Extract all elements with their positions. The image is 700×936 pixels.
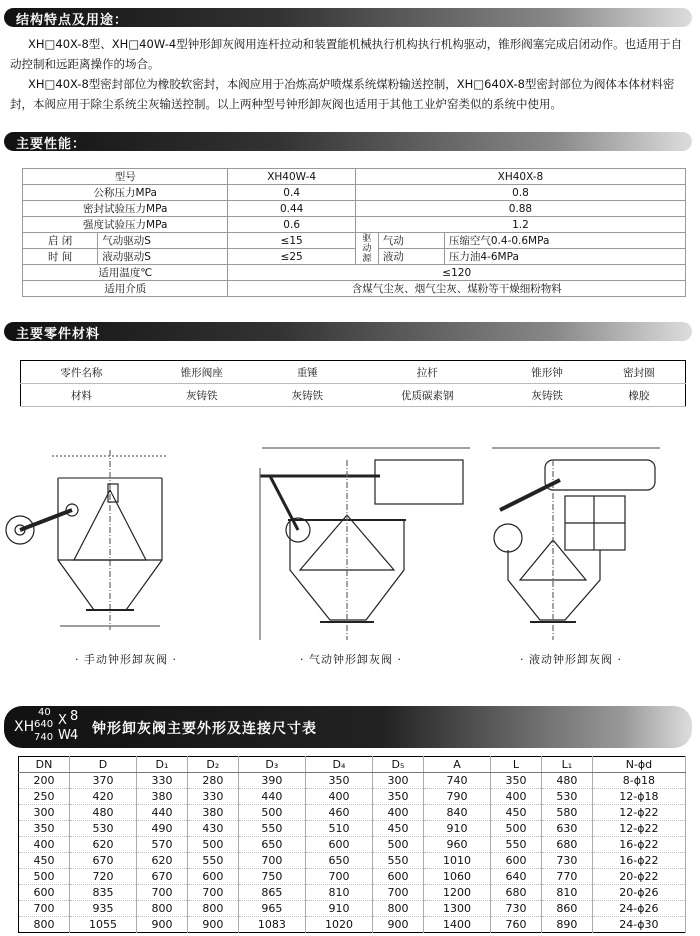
dims-title: 钟形卸灰阀主要外形及连接尺寸表: [92, 721, 317, 737]
dims-cell: 330: [187, 789, 238, 805]
dims-cell: 350: [19, 821, 70, 837]
dims-cell: 700: [373, 885, 424, 901]
hyd-time: ≤25: [228, 249, 355, 265]
dims-cell: 730: [541, 853, 592, 869]
dims-cell: 550: [491, 837, 542, 853]
parts-value-cell: 灰铸铁: [142, 384, 262, 407]
dims-cell: 790: [423, 789, 490, 805]
drive-source-label: 驱动源: [355, 233, 378, 265]
dims-cell: 965: [238, 901, 305, 917]
parts-header-cell: 锥形钟: [502, 361, 593, 384]
perf-a: 0.44: [228, 201, 355, 217]
dims-cell: 420: [69, 789, 136, 805]
temp-value: ≤120: [228, 265, 686, 281]
medium-label: 适用介质: [23, 281, 228, 297]
parts-header-cell: 拉杆: [353, 361, 502, 384]
table-row: [19, 821, 686, 837]
table-row: [19, 773, 686, 789]
dims-cell: 440: [238, 789, 305, 805]
perf-b: 0.88: [355, 201, 685, 217]
dims-cell: 800: [373, 901, 424, 917]
table-row: [19, 853, 686, 869]
dims-cell: 16-ϕ22: [592, 853, 685, 869]
dims-cell: 600: [305, 837, 372, 853]
dims-cell: 580: [541, 805, 592, 821]
dims-cell: 330: [137, 773, 188, 789]
perf-a: 0.6: [228, 217, 355, 233]
dims-cell: 1055: [69, 917, 136, 933]
dims-cell: 1400: [423, 917, 490, 933]
open-close-label: 时 间: [23, 249, 98, 265]
dims-cell: 8-ϕ18: [592, 773, 685, 789]
dims-header-cell: D₂: [187, 757, 238, 773]
dims-cell: 1083: [238, 917, 305, 933]
dims-cell: 800: [19, 917, 70, 933]
caption-manual: · 手动钟形卸灰阀 ·: [75, 653, 177, 666]
dims-cell: 720: [69, 869, 136, 885]
dims-cell: 200: [19, 773, 70, 789]
dims-cell: 670: [137, 869, 188, 885]
dims-cell: 500: [238, 805, 305, 821]
dims-cell: 935: [69, 901, 136, 917]
dims-cell: 680: [541, 837, 592, 853]
dims-cell: 390: [238, 773, 305, 789]
dims-cell: 20-ϕ22: [592, 869, 685, 885]
valve-drawings: [0, 420, 700, 650]
model-label: 型号: [23, 169, 228, 185]
dims-cell: 700: [305, 869, 372, 885]
dims-cell: 770: [541, 869, 592, 885]
dims-cell: 700: [238, 853, 305, 869]
pneu-drive-label: 气动驱动S: [98, 233, 228, 249]
dims-cell: 500: [491, 821, 542, 837]
section-title: 主要性能：: [16, 137, 87, 152]
dims-cell: 1300: [423, 901, 490, 917]
section-bar-parts: [4, 322, 692, 341]
table-row: [19, 837, 686, 853]
dims-cell: 740: [423, 773, 490, 789]
dims-cell: 510: [305, 821, 372, 837]
caption-pneumatic: · 气动钟形卸灰阀 ·: [300, 653, 402, 666]
dims-cell: 890: [541, 917, 592, 933]
medium-value: 含煤气尘灰、烟气尘灰、煤粉等干燥细粉物料: [228, 281, 686, 297]
dims-title-bar: [4, 706, 692, 748]
open-close-label: 启 闭: [23, 233, 98, 249]
dims-cell: 490: [137, 821, 188, 837]
dims-cell: 865: [238, 885, 305, 901]
dims-cell: 910: [305, 901, 372, 917]
features-paragraph: XH□40X-8型密封部位为橡胶软密封，本阀应用于冶炼高炉喷煤系统煤粉输送控制，XH□640X-8型密封部位为阀体本体材料密封，本阀应用于除尘系统尘灰输送控制。以上两种型号钟形卸灰阀也适用于其他工业炉窑类似的系统中使用。: [10, 77, 675, 111]
dims-cell: 630: [541, 821, 592, 837]
manual-valve-drawing: [6, 450, 168, 630]
dims-cell: 16-ϕ22: [592, 837, 685, 853]
dims-cell: 600: [19, 885, 70, 901]
hydraulic-valve-drawing: [492, 448, 660, 640]
dims-header-cell: D₃: [238, 757, 305, 773]
dims-cell: 380: [187, 805, 238, 821]
dims-cell: 700: [137, 885, 188, 901]
parts-header-cell: 零件名称: [21, 361, 142, 384]
section-title: 结构特点及用途：: [16, 13, 129, 28]
dims-cell: 1020: [305, 917, 372, 933]
dims-cell: 620: [69, 837, 136, 853]
dims-header-cell: D₅: [373, 757, 424, 773]
dims-header-cell: D₁: [137, 757, 188, 773]
model-640: 640: [34, 719, 54, 730]
dims-cell: 300: [373, 773, 424, 789]
dims-cell: 20-ϕ26: [592, 885, 685, 901]
dims-header-cell: A: [423, 757, 490, 773]
dims-cell: 24-ϕ30: [592, 917, 685, 933]
model-w: W: [58, 728, 71, 743]
dims-cell: 680: [491, 885, 542, 901]
dims-cell: 1200: [423, 885, 490, 901]
dims-cell: 500: [373, 837, 424, 853]
pneu-time: ≤15: [228, 233, 355, 249]
model-b: XH40X-8: [355, 169, 685, 185]
dims-cell: 900: [137, 917, 188, 933]
dims-cell: 440: [137, 805, 188, 821]
dims-cell: 670: [69, 853, 136, 869]
model-a: XH40W-4: [228, 169, 355, 185]
dims-cell: 1060: [423, 869, 490, 885]
dims-header-row: [19, 757, 686, 773]
dims-cell: 600: [491, 853, 542, 869]
hyd-label: 液动: [378, 249, 444, 265]
parts-value-cell: 材料: [21, 384, 142, 407]
dims-cell: 900: [373, 917, 424, 933]
hyd-source: 压力油4-6MPa: [444, 249, 685, 265]
dims-cell: 12-ϕ22: [592, 805, 685, 821]
perf-a: 0.4: [228, 185, 355, 201]
dims-cell: 300: [19, 805, 70, 821]
dims-header-cell: D: [69, 757, 136, 773]
model-xh: XH: [14, 719, 35, 735]
dims-cell: 500: [187, 837, 238, 853]
dims-cell: 280: [187, 773, 238, 789]
dims-cell: 480: [541, 773, 592, 789]
section-bar-performance: [4, 132, 692, 151]
dims-cell: 550: [238, 821, 305, 837]
dims-cell: 810: [305, 885, 372, 901]
pneumatic-valve-drawing: [260, 448, 470, 640]
dims-cell: 12-ϕ22: [592, 821, 685, 837]
model-8: 8: [70, 709, 79, 724]
dims-cell: 550: [373, 853, 424, 869]
dims-cell: 600: [373, 869, 424, 885]
dims-cell: 800: [137, 901, 188, 917]
dims-cell: 350: [491, 773, 542, 789]
features-paragraph: XH□40X-8型、XH□40W-4型钟形卸灰阀用连杆拉动和装置能机械执行机构执行机构驱动，锥形阀塞完成启闭动作。也适用于自动控制和远距离操作的场合。: [10, 37, 683, 71]
dims-header-cell: L: [491, 757, 542, 773]
dims-cell: 400: [305, 789, 372, 805]
section-bar-features: [4, 8, 692, 27]
dims-cell: 530: [541, 789, 592, 805]
dims-cell: 500: [19, 869, 70, 885]
dims-cell: 450: [373, 821, 424, 837]
parts-header-cell: 锥形阀座: [142, 361, 262, 384]
dims-cell: 760: [491, 917, 542, 933]
dims-cell: 650: [305, 853, 372, 869]
dims-cell: 350: [373, 789, 424, 805]
table-row: [19, 789, 686, 805]
dims-header-cell: L₁: [541, 757, 592, 773]
dims-cell: 250: [19, 789, 70, 805]
table-row: [19, 901, 686, 917]
parts-header-cell: 重锤: [262, 361, 353, 384]
dims-cell: 810: [541, 885, 592, 901]
dims-cell: 550: [187, 853, 238, 869]
dims-cell: 910: [423, 821, 490, 837]
temp-label: 适用温度℃: [23, 265, 228, 281]
perf-label: 密封试验压力MPa: [23, 201, 228, 217]
features-text: [10, 34, 686, 114]
dims-cell: 900: [187, 917, 238, 933]
parts-table: [20, 360, 686, 407]
model-4: 4: [70, 728, 79, 743]
dims-cell: 380: [137, 789, 188, 805]
dims-cell: 430: [187, 821, 238, 837]
dims-cell: 570: [137, 837, 188, 853]
dims-cell: 530: [69, 821, 136, 837]
dims-cell: 730: [491, 901, 542, 917]
table-row: [19, 917, 686, 933]
parts-value-cell: 优质碳素钢: [353, 384, 502, 407]
dims-cell: 400: [491, 789, 542, 805]
dims-cell: 640: [491, 869, 542, 885]
dims-table: [18, 756, 686, 933]
dims-cell: 620: [137, 853, 188, 869]
dims-header-cell: N-ϕd: [592, 757, 685, 773]
dims-cell: 400: [373, 805, 424, 821]
parts-value-cell: 灰铸铁: [502, 384, 593, 407]
dims-cell: 840: [423, 805, 490, 821]
dims-cell: 450: [491, 805, 542, 821]
dims-cell: 450: [19, 853, 70, 869]
table-row: [19, 885, 686, 901]
model-740: 740: [34, 732, 54, 743]
dims-cell: 835: [69, 885, 136, 901]
dims-cell: 960: [423, 837, 490, 853]
caption-hydraulic: · 液动钟形卸灰阀 ·: [520, 653, 622, 666]
dims-cell: 600: [187, 869, 238, 885]
parts-value-cell: 橡胶: [593, 384, 686, 407]
dims-cell: 700: [19, 901, 70, 917]
parts-value-cell: 灰铸铁: [262, 384, 353, 407]
dims-cell: 350: [305, 773, 372, 789]
model-40: 40: [38, 707, 51, 718]
parts-header-cell: 密封圈: [593, 361, 686, 384]
dims-cell: 460: [305, 805, 372, 821]
pneu-source: 压缩空气0.4-0.6MPa: [444, 233, 685, 249]
dims-cell: 370: [69, 773, 136, 789]
pneu-label: 气动: [378, 233, 444, 249]
dims-header-cell: D₄: [305, 757, 372, 773]
dims-cell: 750: [238, 869, 305, 885]
dims-cell: 24-ϕ26: [592, 901, 685, 917]
perf-label: 公称压力MPa: [23, 185, 228, 201]
dims-cell: 400: [19, 837, 70, 853]
dims-header-cell: DN: [19, 757, 70, 773]
table-row: [19, 869, 686, 885]
table-row: [19, 805, 686, 821]
dims-cell: 650: [238, 837, 305, 853]
performance-table: [22, 168, 686, 297]
perf-b: 1.2: [355, 217, 685, 233]
dims-cell: 1010: [423, 853, 490, 869]
model-x: X: [58, 713, 67, 728]
section-title: 主要零件材料: [16, 327, 101, 342]
dims-cell: 700: [187, 885, 238, 901]
hyd-drive-label: 液动驱动S: [98, 249, 228, 265]
dims-cell: 800: [187, 901, 238, 917]
perf-label: 强度试验压力MPa: [23, 217, 228, 233]
dims-cell: 480: [69, 805, 136, 821]
perf-b: 0.8: [355, 185, 685, 201]
dims-cell: 860: [541, 901, 592, 917]
dims-cell: 12-ϕ18: [592, 789, 685, 805]
